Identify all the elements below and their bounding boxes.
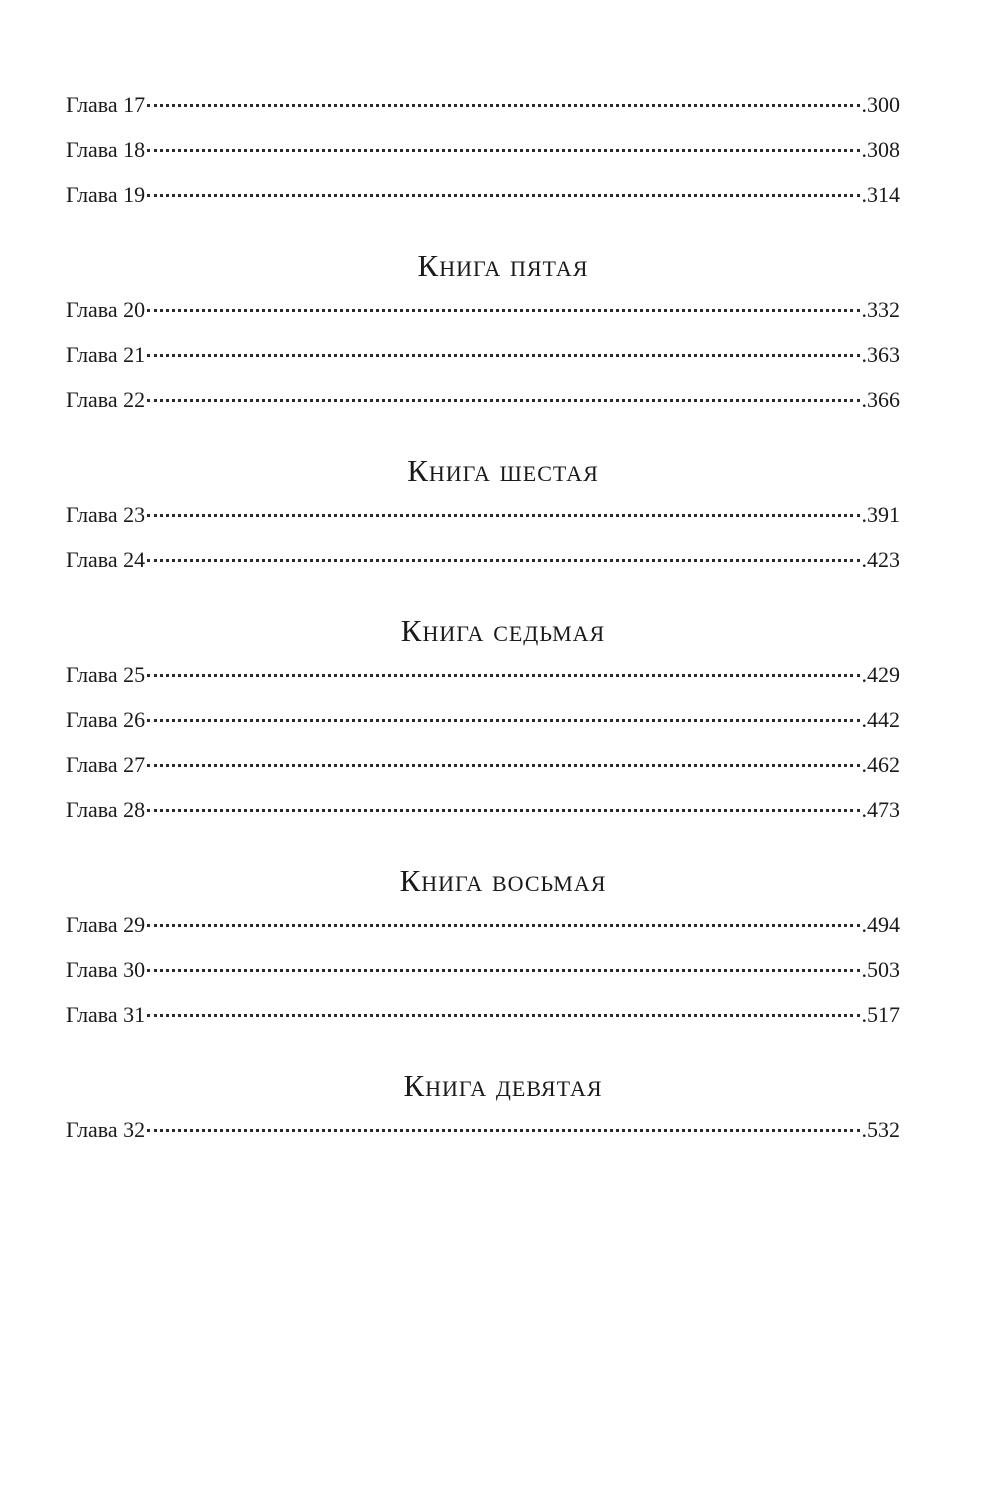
dot-leader	[147, 969, 859, 972]
book-heading: Книга пятая	[417, 248, 589, 283]
toc-entry[interactable]	[66, 92, 900, 137]
toc-entry[interactable]	[66, 342, 900, 387]
chapter-label: Глава 29	[66, 912, 146, 937]
toc-entry[interactable]	[66, 912, 900, 957]
chapter-label: Глава 18	[66, 137, 146, 162]
dot-leader	[147, 149, 859, 152]
toc-entry[interactable]	[66, 752, 900, 797]
toc-entry[interactable]	[66, 547, 900, 592]
chapter-label: Глава 31	[66, 1002, 146, 1027]
page-number: .366	[861, 387, 900, 412]
toc-entry[interactable]	[66, 182, 900, 227]
dot-leader	[147, 764, 859, 767]
dot-leader	[147, 104, 859, 107]
toc-entry[interactable]	[66, 797, 900, 842]
chapter-label: Глава 17	[66, 92, 146, 117]
book-heading: Книга седьмая	[400, 613, 606, 648]
page-number: .308	[861, 137, 900, 162]
dot-leader	[147, 514, 859, 517]
page-number: .314	[861, 182, 900, 207]
dot-leader	[147, 1129, 859, 1132]
page-number: .494	[861, 912, 900, 937]
page-number: .429	[861, 662, 900, 687]
toc-entry[interactable]	[66, 137, 900, 182]
chapter-label: Глава 24	[66, 547, 146, 572]
page-number: .300	[861, 92, 900, 117]
page-number: .532	[861, 1117, 900, 1142]
dot-leader	[147, 809, 859, 812]
page-number: .442	[861, 707, 900, 732]
chapter-label: Глава 26	[66, 707, 146, 732]
toc-entry[interactable]	[66, 502, 900, 547]
toc-entry[interactable]	[66, 957, 900, 1002]
page-number: .332	[861, 297, 900, 322]
toc-entry[interactable]	[66, 387, 900, 432]
toc-entry[interactable]	[66, 707, 900, 752]
dot-leader	[147, 309, 859, 312]
chapter-label: Глава 22	[66, 387, 146, 412]
page-number: .391	[861, 502, 900, 527]
dot-leader	[147, 354, 859, 357]
chapter-label: Глава 25	[66, 662, 146, 687]
dot-leader	[147, 399, 859, 402]
table-of-contents	[66, 92, 900, 1162]
book-heading: Книга восьмая	[399, 863, 607, 898]
page-number: .363	[861, 342, 900, 367]
chapter-label: Глава 28	[66, 797, 146, 822]
page-number: .423	[861, 547, 900, 572]
dot-leader	[147, 194, 859, 197]
toc-entry[interactable]	[66, 1117, 900, 1162]
page-number: .462	[861, 752, 900, 777]
book-heading: Книга девятая	[403, 1068, 603, 1103]
chapter-label: Глава 27	[66, 752, 146, 777]
toc-entry[interactable]	[66, 662, 900, 707]
page-number: .503	[861, 957, 900, 982]
dot-leader	[147, 674, 859, 677]
chapter-label: Глава 19	[66, 182, 146, 207]
chapter-label: Глава 20	[66, 297, 146, 322]
toc-entry[interactable]	[66, 297, 900, 342]
page-number: .473	[861, 797, 900, 822]
dot-leader	[147, 559, 859, 562]
dot-leader	[147, 1014, 859, 1017]
chapter-label: Глава 32	[66, 1117, 146, 1142]
chapter-label: Глава 21	[66, 342, 146, 367]
dot-leader	[147, 924, 859, 927]
dot-leader	[147, 719, 859, 722]
chapter-label: Глава 23	[66, 502, 146, 527]
page-number: .517	[861, 1002, 900, 1027]
book-heading: Книга шестая	[407, 453, 599, 488]
toc-entry[interactable]	[66, 1002, 900, 1047]
chapter-label: Глава 30	[66, 957, 146, 982]
